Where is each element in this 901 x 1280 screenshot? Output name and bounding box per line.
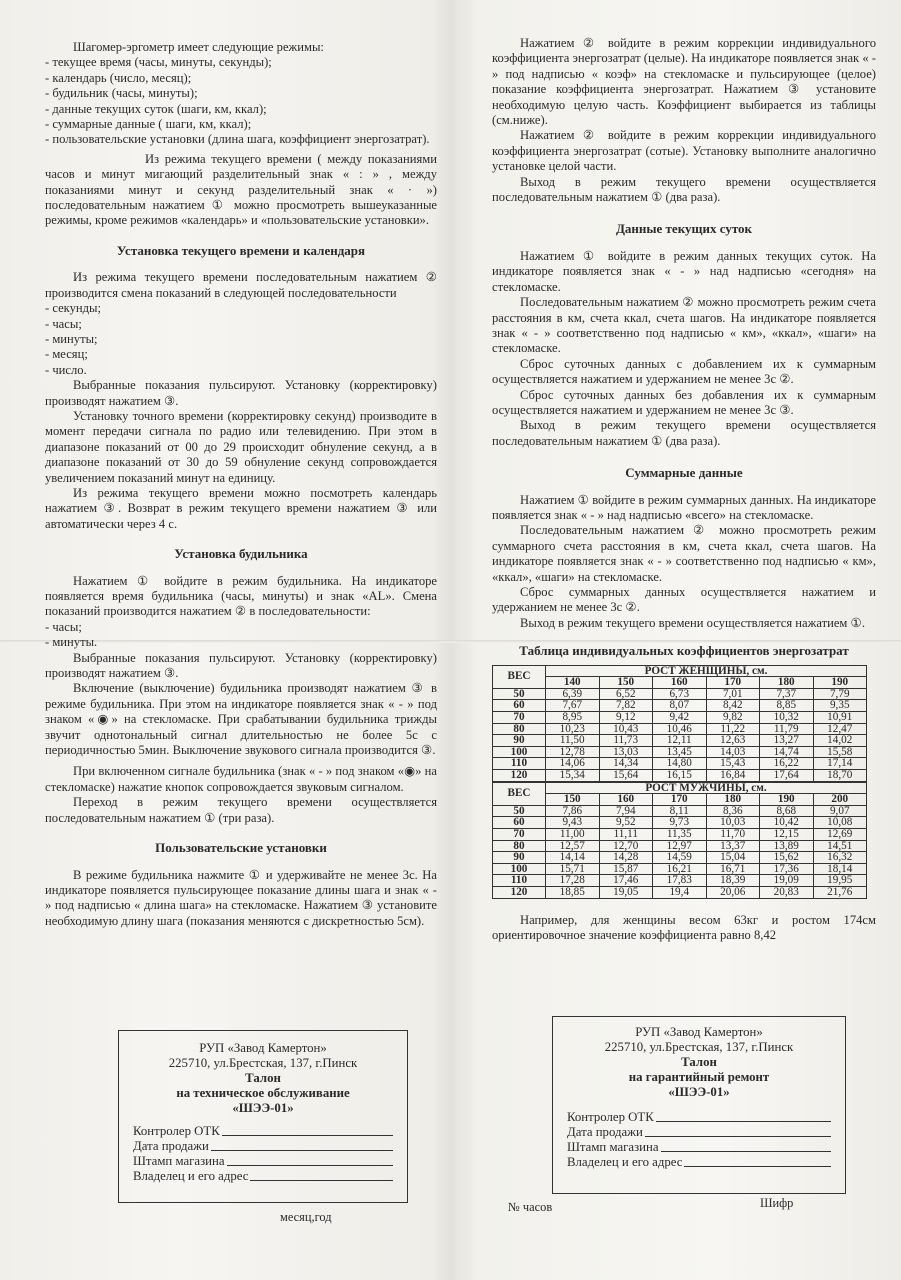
list-item: - календарь (число, месяц);	[45, 70, 192, 85]
footer-note-code: Шифр	[760, 1196, 794, 1210]
list-item: - суммарные данные ( шаги, км, ккал);	[45, 117, 252, 132]
list-item: - пользовательские установки (длина шага, коэффициент энергозатрат).	[45, 132, 430, 147]
daily-paragraph-2: Последовательным нажатием ② можно просмотреть режим счета расстояния в км, счета ккал, счета шагов. На индикаторе появляется знак « - » соответственно под надписью « км», «ккал», «шаги» на стекломаске.	[492, 295, 876, 356]
list-item: - месяц;	[45, 347, 88, 362]
table-row: 60 7,67 7,82 8,07 8,42 8,85 9,35	[493, 700, 867, 712]
heading-daily: Данные текущих суток	[615, 221, 753, 237]
alarm-paragraph-1: Нажатием ① войдите в режим будильника. На индикаторе появляется время будильника (часы, минуты) и знак «AL». Смена показаний производится нажатием ② в последовательности:	[45, 573, 437, 619]
list-item: - часы;	[45, 619, 82, 634]
ticket-field: Владелец и его адрес	[133, 1169, 393, 1184]
table-caption-women: РОСТ ЖЕНЩИНЫ, см.	[546, 665, 867, 677]
alarm-list	[45, 620, 437, 651]
list-item: - минуты;	[45, 331, 98, 346]
table-row: 120 15,34 15,64 16,15 16,84 17,64 18,70	[493, 769, 867, 781]
ticket-address: 225710, ул.Брестская, 137, г.Пинск	[168, 1056, 358, 1070]
table-row: 100 12,78 13,03 13,45 14,03 14,74 15,58	[493, 746, 867, 758]
warranty-ticket	[552, 1016, 846, 1194]
table-row: 50 6,39 6,52 6,73 7,01 7,37 7,79	[493, 688, 867, 700]
ticket-field: Штамп магазина	[567, 1140, 831, 1155]
modes-title: Шагомер-эргометр имеет следующие режимы:	[73, 40, 324, 54]
list-item: - часы;	[45, 316, 82, 331]
table-caption-men: РОСТ МУЖЧИНЫ, см.	[546, 782, 867, 794]
ticket-title: Талон	[681, 1055, 717, 1069]
table-header-row: 150 160 170 180 190 200	[493, 794, 867, 806]
ticket-org: РУП «Завод Камертон»	[199, 1041, 327, 1055]
example-paragraph: Например, для женщины весом 63кг и ростом 174см ориентировочное значение коэффициента равно 8,42	[492, 912, 876, 942]
list-item: - число.	[45, 362, 87, 377]
list-item: - данные текущих суток (шаги, км, ккал);	[45, 101, 267, 116]
total-paragraph-3: Сброс суммарных данных осуществляется нажатием и удержанием не менее 3с ②.	[492, 585, 876, 615]
table-header-row: 140 150 160 170 180 190	[493, 677, 867, 689]
maintenance-ticket	[118, 1030, 408, 1203]
ticket-field: Контролер ОТК	[133, 1124, 393, 1139]
table-row: 90 14,14 14,28 14,59 15,04 15,62 16,32	[493, 852, 867, 864]
table-row: 100 15,71 15,87 16,21 16,71 17,36 18,14	[493, 863, 867, 875]
total-paragraph-2: Последовательным нажатием ② можно просмотреть режим суммарного счета расстояния в км, счета ккал, счета шагов. На индикаторе появляется знак « - » соответственно под надписью « км», «ккал», «шаги» на стекломаске.	[492, 523, 876, 584]
table-row: 90 11,50 11,73 12,11 12,63 13,27 14,02	[493, 735, 867, 747]
ticket-model: «ШЭЭ-01»	[232, 1101, 294, 1115]
list-item: - секунды;	[45, 301, 102, 316]
table-row: 80 10,23 10,43 10,46 11,22 11,79 12,47	[493, 723, 867, 735]
table-row: 70 8,95 9,12 9,42 9,82 10,32 10,91	[493, 712, 867, 724]
heading-time: Установка текущего времени и календаря	[116, 242, 366, 258]
table-row: 110 17,28 17,46 17,83 18,39 19,09 19,95	[493, 875, 867, 887]
table-row: 70 11,00 11,11 11,35 11,70 12,15 12,69	[493, 828, 867, 840]
ticket-org: РУП «Завод Камертон»	[635, 1025, 763, 1039]
alarm-paragraph-3: Включение (выключение) будильника производят нажатием ③ в режиме будильника. При этом на индикаторе появляется знак « - » под знаком «◉» на стекломаске. При срабатывании будильника трижды звучит однотональный сигнал длительностью не более 5с с периодичностью 5мин. Выключение звукового сигнала производится ③.	[45, 681, 437, 758]
time-paragraph-2: Выбранные показания пульсируют. Установку (корректировку) производят нажатием ③.	[45, 378, 437, 408]
daily-paragraph-3: Сброс суточных данных с добавлением их к суммарным осуществляется нажатием и удержанием не менее 3с ②.	[492, 356, 876, 387]
left-column	[45, 40, 437, 929]
ticket-purpose: на гарантийный ремонт	[628, 1070, 770, 1084]
modes-list	[45, 55, 437, 147]
table-header-weight: ВЕС	[493, 665, 546, 688]
heading-total: Суммарные данные	[625, 465, 743, 481]
heading-table: Таблица индивидуальных коэффициентов энергозатрат	[519, 643, 849, 659]
ticket-title: Талон	[245, 1071, 281, 1085]
footer-note-watch-number: № часов	[508, 1200, 553, 1214]
table-row: 110 14,06 14,34 14,80 15,43 16,22 17,14	[493, 758, 867, 770]
coef-paragraph-2: Нажатием ② войдите в режим коррекции индивидуального коэффициента энергозатрат (сотые). Установку выполните аналогично установке целой части.	[492, 128, 876, 174]
daily-paragraph-1: Нажатием ① войдите в режим данных текущих суток. На индикаторе появляется знак « - » над надписью «сегодня» на стекломаске.	[492, 248, 876, 294]
ticket-model: «ШЭЭ-01»	[668, 1085, 730, 1099]
ticket-field: Контролер ОТК	[567, 1110, 831, 1125]
user-paragraph: В режиме будильника нажмите ① и удерживайте не менее 3с. На индикаторе появляется пульсирующее показание длины шага и знак « - » под надписью « длина шага» на стекломаске. Нажатием ③ установите необходимую длину шага (показания меняются с дискретностью 5см).	[45, 867, 437, 928]
alarm-paragraph-5: Переход в режим текущего времени осуществляется последовательным нажатием ① (три раза).	[45, 795, 437, 825]
list-item: - будильник (часы, минуты);	[45, 86, 198, 101]
total-paragraph-1: Нажатием ① войдите в режим суммарных данных. На индикаторе появляется знак « - » над надписью «всего» на стекломаске.	[492, 492, 876, 522]
heading-alarm: Установка будильника	[174, 546, 308, 562]
ticket-field: Дата продажи	[133, 1139, 393, 1154]
time-list	[45, 301, 437, 378]
ticket-purpose: на техническое обслуживание	[176, 1086, 350, 1100]
coef-paragraph-3: Выход в режим текущего времени осуществляется последовательным нажатием ① (два раза).	[492, 174, 876, 205]
alarm-paragraph-4: При включенном сигнале будильника (знак « - » под знаком «◉» на стекломаске) нажатие кнопок сопровождается звуковым сигналом.	[45, 764, 437, 794]
intro-paragraph: Из режима текущего времени ( между показаниями часов и минут мигающий разделительный знак « : » , между показаниями минут и секунд разделительный знак « · ») последовательным нажатием ① можно просмотреть вышеуказанные режимы, кроме режимов «календарь» и «пользовательские установки».	[45, 151, 437, 228]
footer-note: месяц,год	[280, 1210, 332, 1224]
daily-paragraph-5: Выход в режим текущего времени осуществляется последовательным нажатием ① (два раза).	[492, 418, 876, 448]
ticket-field: Дата продажи	[567, 1125, 831, 1140]
table-women	[492, 665, 867, 782]
right-column	[492, 36, 876, 943]
ticket-field: Штамп магазина	[133, 1154, 393, 1169]
list-item: - минуты.	[45, 635, 98, 650]
total-paragraph-4: Выход в режим текущего времени осуществляется нажатием ①.	[520, 615, 865, 630]
time-paragraph-3: Установку точного времени (корректировку секунд) производите в момент передачи сигнала по радио или телевидению. При этом в диапазоне показаний от 00 до 29 происходит обнуление секунд, а в диапазоне показаний от 30 до 59 обнуление секунд сопровождается увеличением показаний минут на единицу.	[45, 408, 437, 485]
table-men	[492, 782, 867, 899]
list-item: - текущее время (часы, минуты, секунды);	[45, 55, 272, 70]
table-row: 50 7,86 7,94 8,11 8,36 8,68 9,07	[493, 805, 867, 817]
alarm-paragraph-2: Выбранные показания пульсируют. Установку (корректировку) производят нажатием ③.	[45, 650, 437, 681]
time-paragraph-4: Из режима текущего времени можно посмотреть календарь нажатием ③. Возврат в режим текущего времени нажатием ③ или автоматически через 4 с.	[45, 485, 437, 531]
daily-paragraph-4: Сброс суточных данных без добавления их к суммарным осуществляется нажатием и удержанием не менее 3с ③.	[492, 387, 876, 417]
table-row: 60 9,43 9,52 9,73 10,03 10,42 10,08	[493, 817, 867, 829]
table-row: 120 18,85 19,05 19,4 20,06 20,83 21,76	[493, 886, 867, 898]
ticket-address: 225710, ул.Брестская, 137, г.Пинск	[604, 1040, 794, 1054]
ticket-field: Владелец и его адрес	[567, 1155, 831, 1170]
coef-paragraph-1: Нажатием ② войдите в режим коррекции индивидуального коэффициента энергозатрат (целые). На индикаторе появляется знак « - » под надписью « коэф» на стекломаске и пульсирующее (целое) показание коэффициента энергозатрат. Нажатием ③ установите необходимую целую часть. Коэффициент выбирается из таблицы (см.ниже).	[492, 36, 876, 128]
time-paragraph-1: Из режима текущего времени последовательным нажатием ② производится смена показаний в следующей последовательности	[45, 270, 437, 300]
table-header-weight: ВЕС	[493, 782, 546, 805]
heading-user-settings: Пользовательские установки	[155, 840, 327, 856]
table-row: 80 12,57 12,70 12,97 13,37 13,89 14,51	[493, 840, 867, 852]
